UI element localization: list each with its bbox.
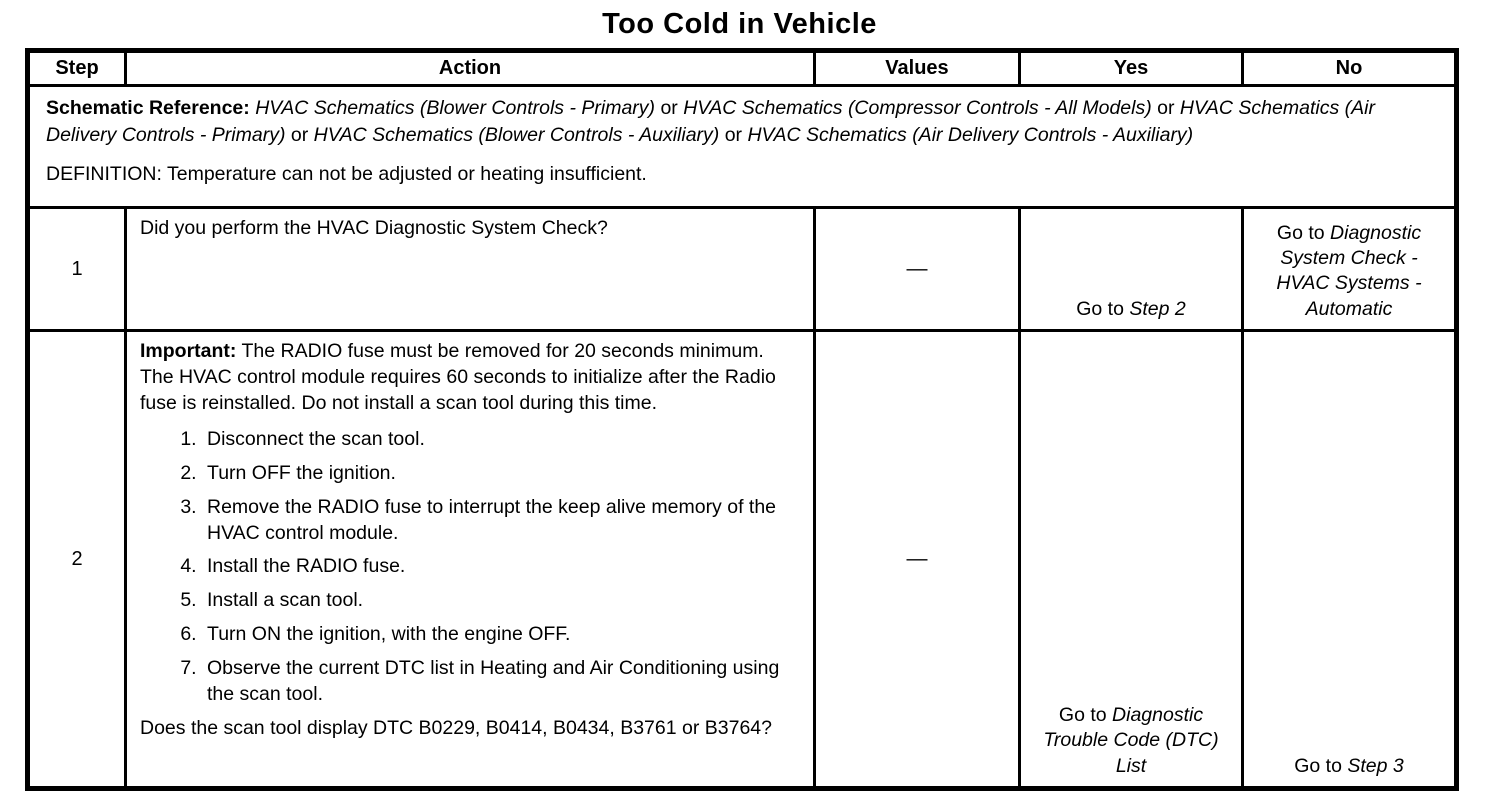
diagnostic-table	[25, 48, 1459, 791]
procedure-step-3: 3. Remove the RADIO fuse to interrupt the keep alive memory of the HVAC control module.	[202, 495, 801, 547]
procedure-step-6: 6. Turn ON the ignition, with the engine OFF.	[202, 622, 801, 648]
procedure-step-2: 2. Turn OFF the ignition.	[202, 461, 801, 487]
values-cell-2: —	[815, 331, 1020, 789]
yes-cell-2	[1020, 331, 1243, 789]
yes-cell-1	[1020, 208, 1243, 331]
schematic-ref-4: HVAC Schematics (Blower Controls - Auxiliary)	[313, 123, 720, 146]
schematic-ref-1: HVAC Schematics (Blower Controls - Primary)	[255, 97, 656, 119]
definition-text: DEFINITION: Temperature can not be adjusted or heating insufficient.	[46, 162, 647, 185]
no-goto-2	[1250, 754, 1448, 779]
info-cell	[28, 86, 1457, 208]
step-number-1: 1	[28, 208, 126, 331]
schematic-ref-5: HVAC Schematics (Air Delivery Controls - Auxiliary)	[747, 123, 1194, 146]
or-separator: or	[660, 97, 678, 119]
column-header-values: Values	[815, 51, 1020, 86]
column-header-action: Action	[126, 51, 815, 86]
no-cell-1	[1243, 208, 1457, 331]
schematic-reference-label: Schematic Reference:	[46, 97, 250, 119]
important-text: The RADIO fuse must be removed for 20 seconds minimum. The HVAC control module requires 60 seconds to initialize after the Radio fuse is reinstalled. Do not install a scan tool during this time.	[140, 340, 776, 414]
yes-goto-2	[1036, 703, 1226, 779]
procedure-step-1: 1. Disconnect the scan tool.	[202, 427, 801, 453]
goto-ref: Diagnostic Trouble Code (DTC) List	[1043, 703, 1219, 777]
action-cell-1	[126, 208, 815, 331]
step-number-2: 2	[28, 331, 126, 789]
step-row-2	[28, 331, 1457, 789]
action-cell-2	[126, 331, 815, 789]
table-header-row	[28, 51, 1457, 86]
important-label: Important:	[140, 340, 237, 362]
schematic-ref-2: HVAC Schematics (Compressor Controls - All Models)	[683, 97, 1152, 119]
values-cell-1: —	[815, 208, 1020, 331]
goto-prefix: Go to	[1294, 754, 1342, 777]
no-cell-2	[1243, 331, 1457, 789]
goto-prefix: Go to	[1276, 221, 1325, 244]
or-separator: or	[1157, 97, 1175, 119]
column-header-no: No	[1243, 51, 1457, 86]
action-question-2: Does the scan tool display DTC B0229, B0414, B0434, B3761 or B3764?	[140, 717, 772, 740]
schematic-reference	[46, 95, 1438, 149]
yes-goto-1	[1027, 297, 1235, 322]
column-header-yes: Yes	[1020, 51, 1243, 86]
procedure-step-5: 5. Install a scan tool.	[202, 588, 801, 614]
goto-ref: Step 3	[1347, 754, 1404, 777]
goto-prefix: Go to	[1058, 703, 1107, 726]
procedure-step-7: 7. Observe the current DTC list in Heating and Air Conditioning using the scan tool.	[202, 656, 801, 708]
goto-ref: Step 2	[1129, 297, 1186, 320]
goto-prefix: Go to	[1076, 297, 1124, 320]
step-row-1	[28, 208, 1457, 331]
schematic-ref-3: HVAC Schematics (Air Delivery Controls - Primary)	[46, 97, 1375, 146]
column-header-step: Step	[28, 51, 126, 86]
procedure-list	[140, 427, 801, 708]
action-question-1: Did you perform the HVAC Diagnostic System Check?	[140, 217, 608, 239]
procedure-step-4: 4. Install the RADIO fuse.	[202, 554, 801, 580]
no-goto-1	[1260, 221, 1438, 322]
important-note	[140, 339, 801, 417]
page-title: Too Cold in Vehicle	[602, 8, 877, 40]
or-separator: or	[724, 123, 743, 146]
info-row	[28, 86, 1457, 208]
or-separator: or	[290, 123, 309, 146]
goto-ref: Diagnostic System Check - HVAC Systems - Automatic	[1276, 221, 1422, 320]
